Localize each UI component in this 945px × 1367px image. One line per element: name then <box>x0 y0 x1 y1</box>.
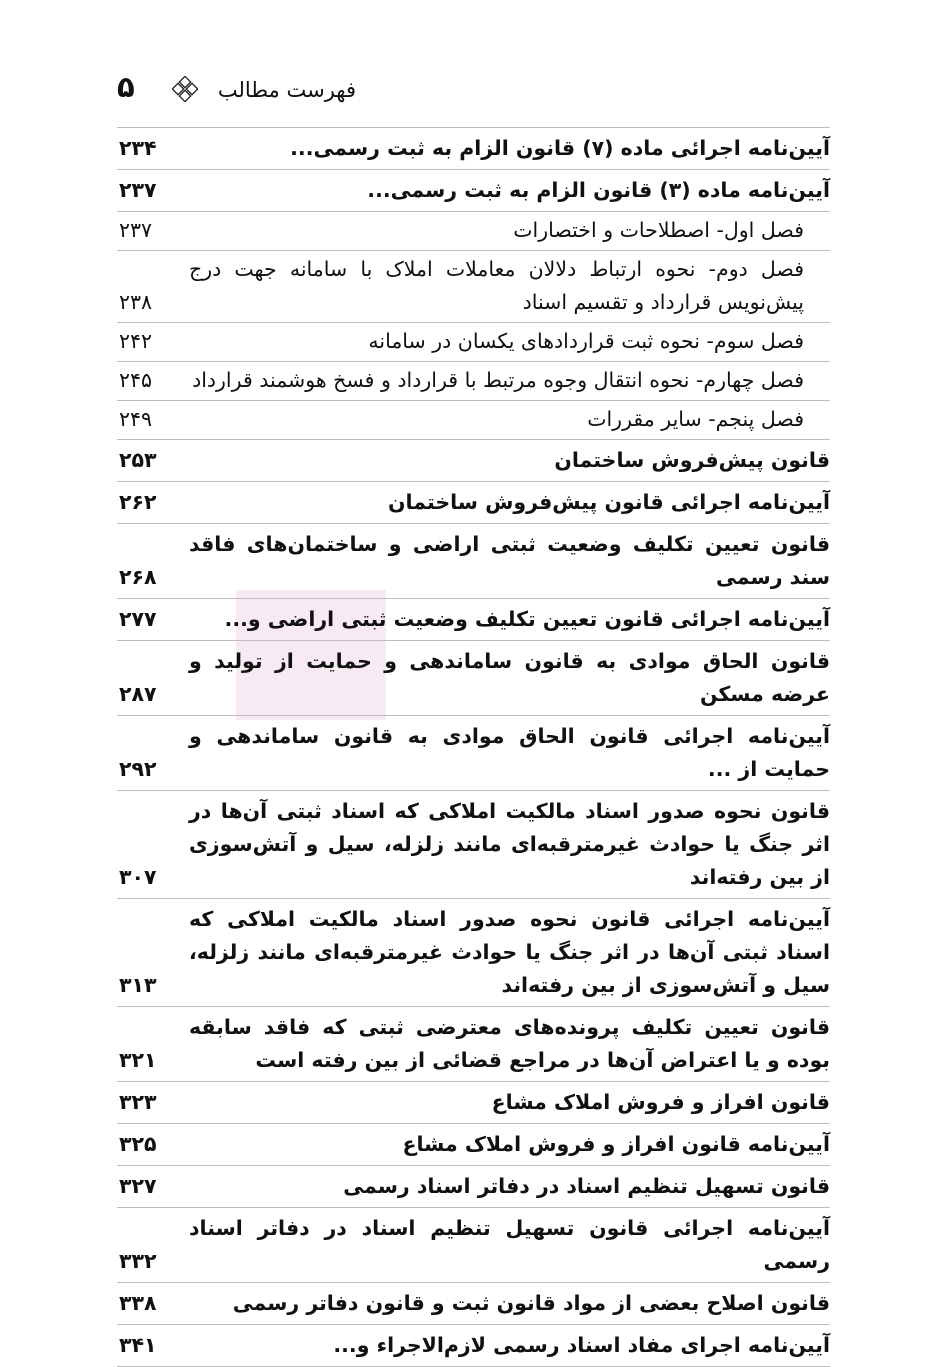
toc-entry[interactable] <box>117 716 830 791</box>
toc-entry-title: آیین‌نامه اجرای مفاد اسناد رسمی لازم‌الاجراء و... <box>333 1333 830 1357</box>
toc-entry-page: ۲۳۸ <box>119 290 153 314</box>
toc-entry[interactable] <box>117 899 830 1007</box>
toc-entry[interactable] <box>117 1283 830 1325</box>
page-title: فهرست مطالب <box>217 78 356 102</box>
toc-entry-page: ۲۵۳ <box>119 448 157 472</box>
toc-entry[interactable] <box>117 323 830 362</box>
toc-entry[interactable] <box>117 1124 830 1166</box>
toc-entry[interactable] <box>117 128 830 170</box>
toc-entry-title: قانون تعیین تکلیف وضعیت ثبتی اراضی و ساختمان‌های فاقد سند رسمی <box>189 532 830 589</box>
toc-entry[interactable] <box>117 440 830 482</box>
toc-entry[interactable] <box>117 401 830 440</box>
toc-entry-title: قانون نحوه صدور اسناد مالکیت املاکی که اسناد ثبتی آن‌ها در اثر جنگ یا حوادث غیرمترقبه‌ای مانند زلزله، سیل و آتش‌سوزی از بین رفته‌اند <box>189 799 830 889</box>
toc-entry-page: ۳۳۸ <box>119 1291 157 1315</box>
toc-entry[interactable] <box>117 791 830 899</box>
toc-entry-page: ۲۳۴ <box>119 136 157 160</box>
toc-entry[interactable] <box>117 212 830 251</box>
toc-entry-title: قانون افراز و فروش املاک مشاع <box>491 1090 830 1114</box>
toc-entry-page: ۳۱۳ <box>119 973 157 997</box>
toc-entry-title: فصل اول- اصطلاحات و اختصارات <box>513 218 804 242</box>
toc-entry-title: قانون الحاق موادی به قانون ساماندهی و حمایت از تولید و عرضه مسکن <box>189 649 830 706</box>
toc-entry-page: ۳۲۱ <box>119 1048 157 1072</box>
toc-entry[interactable] <box>117 1325 830 1367</box>
toc-entry-title: آیین‌نامه اجرائی قانون نحوه صدور اسناد مالکیت املاکی که اسناد ثبتی آن‌ها در اثر جنگ یا حوادث غیرمترقبه‌ای مانند زلزله، سیل و آتش‌سوزی از بین رفته‌اند <box>189 907 830 997</box>
toc-entry-page: ۳۲۵ <box>119 1132 157 1156</box>
toc-entry[interactable] <box>117 482 830 524</box>
toc-entry-page: ۳۳۲ <box>119 1249 157 1273</box>
diamond-ornament-icon <box>172 76 198 102</box>
page-header <box>117 70 830 110</box>
toc-entry-title: قانون تسهیل تنظیم اسناد در دفاتر اسناد رسمی <box>343 1174 830 1198</box>
toc-entry-title: فصل دوم- نحوه ارتباط دلالان معاملات املاک با سامانه جهت درج پیش‌نویس قرارداد و تقسیم اسناد <box>189 257 804 314</box>
toc-entry-page: ۲۸۷ <box>119 682 157 706</box>
toc-entry-page: ۳۲۷ <box>119 1174 157 1198</box>
toc-entry-title: آیین‌نامه اجرائی قانون الحاق موادی به قانون ساماندهی و حمایت از ... <box>189 724 830 781</box>
toc-entry-page: ۲۳۷ <box>119 178 157 202</box>
table-of-contents <box>117 127 830 1367</box>
toc-entry-title: آیین‌نامه قانون افراز و فروش املاک مشاع <box>402 1132 830 1156</box>
toc-entry[interactable] <box>117 251 830 323</box>
toc-entry-title: فصل چهارم- نحوه انتقال وجوه مرتبط با قرارداد و فسخ هوشمند قرارداد <box>192 368 804 392</box>
toc-entry-page: ۳۰۷ <box>119 865 157 889</box>
toc-entry-page: ۳۲۳ <box>119 1090 157 1114</box>
toc-entry-title: قانون تعیین تکلیف پرونده‌های معترضی ثبتی که فاقد سابقه بوده و یا اعتراض آن‌ها در مراجع قضائی از بین رفته است <box>189 1015 830 1072</box>
toc-entry-page: ۲۴۲ <box>119 329 153 353</box>
toc-entry-title: آیین‌نامه ماده (۳) قانون الزام به ثبت رسمی... <box>367 178 830 202</box>
toc-entry[interactable] <box>117 1082 830 1124</box>
toc-entry-title: آیین‌نامه اجرائی قانون تعیین تکلیف وضعیت ثبتی اراضی و... <box>224 607 830 631</box>
toc-entry-page: ۲۶۸ <box>119 565 157 589</box>
toc-entry-title: فصل پنجم- سایر مقررات <box>587 407 804 431</box>
toc-entry[interactable] <box>117 170 830 212</box>
toc-entry-title: آیین‌نامه اجرائی ماده (۷) قانون الزام به ثبت رسمی... <box>290 136 830 160</box>
page-number: ۵ <box>117 70 135 104</box>
toc-entry-page: ۲۴۹ <box>119 407 153 431</box>
toc-entry-page: ۲۴۵ <box>119 368 153 392</box>
toc-entry-page: ۲۷۷ <box>119 607 157 631</box>
toc-entry-title: قانون پیش‌فروش ساختمان <box>554 448 830 472</box>
toc-entry-title: آیین‌نامه اجرائی قانون تسهیل تنظیم اسناد در دفاتر اسناد رسمی <box>189 1216 830 1273</box>
toc-entry-page: ۳۴۱ <box>119 1333 157 1357</box>
toc-entry[interactable] <box>117 641 830 716</box>
toc-entry[interactable] <box>117 524 830 599</box>
toc-entry[interactable] <box>117 362 830 401</box>
toc-entry-title: فصل سوم- نحوه ثبت قراردادهای یکسان در سامانه <box>368 329 804 353</box>
toc-entry[interactable] <box>117 599 830 641</box>
toc-entry-page: ۲۳۷ <box>119 218 153 242</box>
toc-entry-title: آیین‌نامه اجرائی قانون پیش‌فروش ساختمان <box>388 490 830 514</box>
toc-entry[interactable] <box>117 1208 830 1283</box>
toc-entry-title: قانون اصلاح بعضی از مواد قانون ثبت و قانون دفاتر رسمی <box>232 1291 830 1315</box>
toc-entry[interactable] <box>117 1007 830 1082</box>
toc-entry-page: ۲۶۲ <box>119 490 157 514</box>
toc-entry[interactable] <box>117 1166 830 1208</box>
toc-entry-page: ۲۹۲ <box>119 757 157 781</box>
